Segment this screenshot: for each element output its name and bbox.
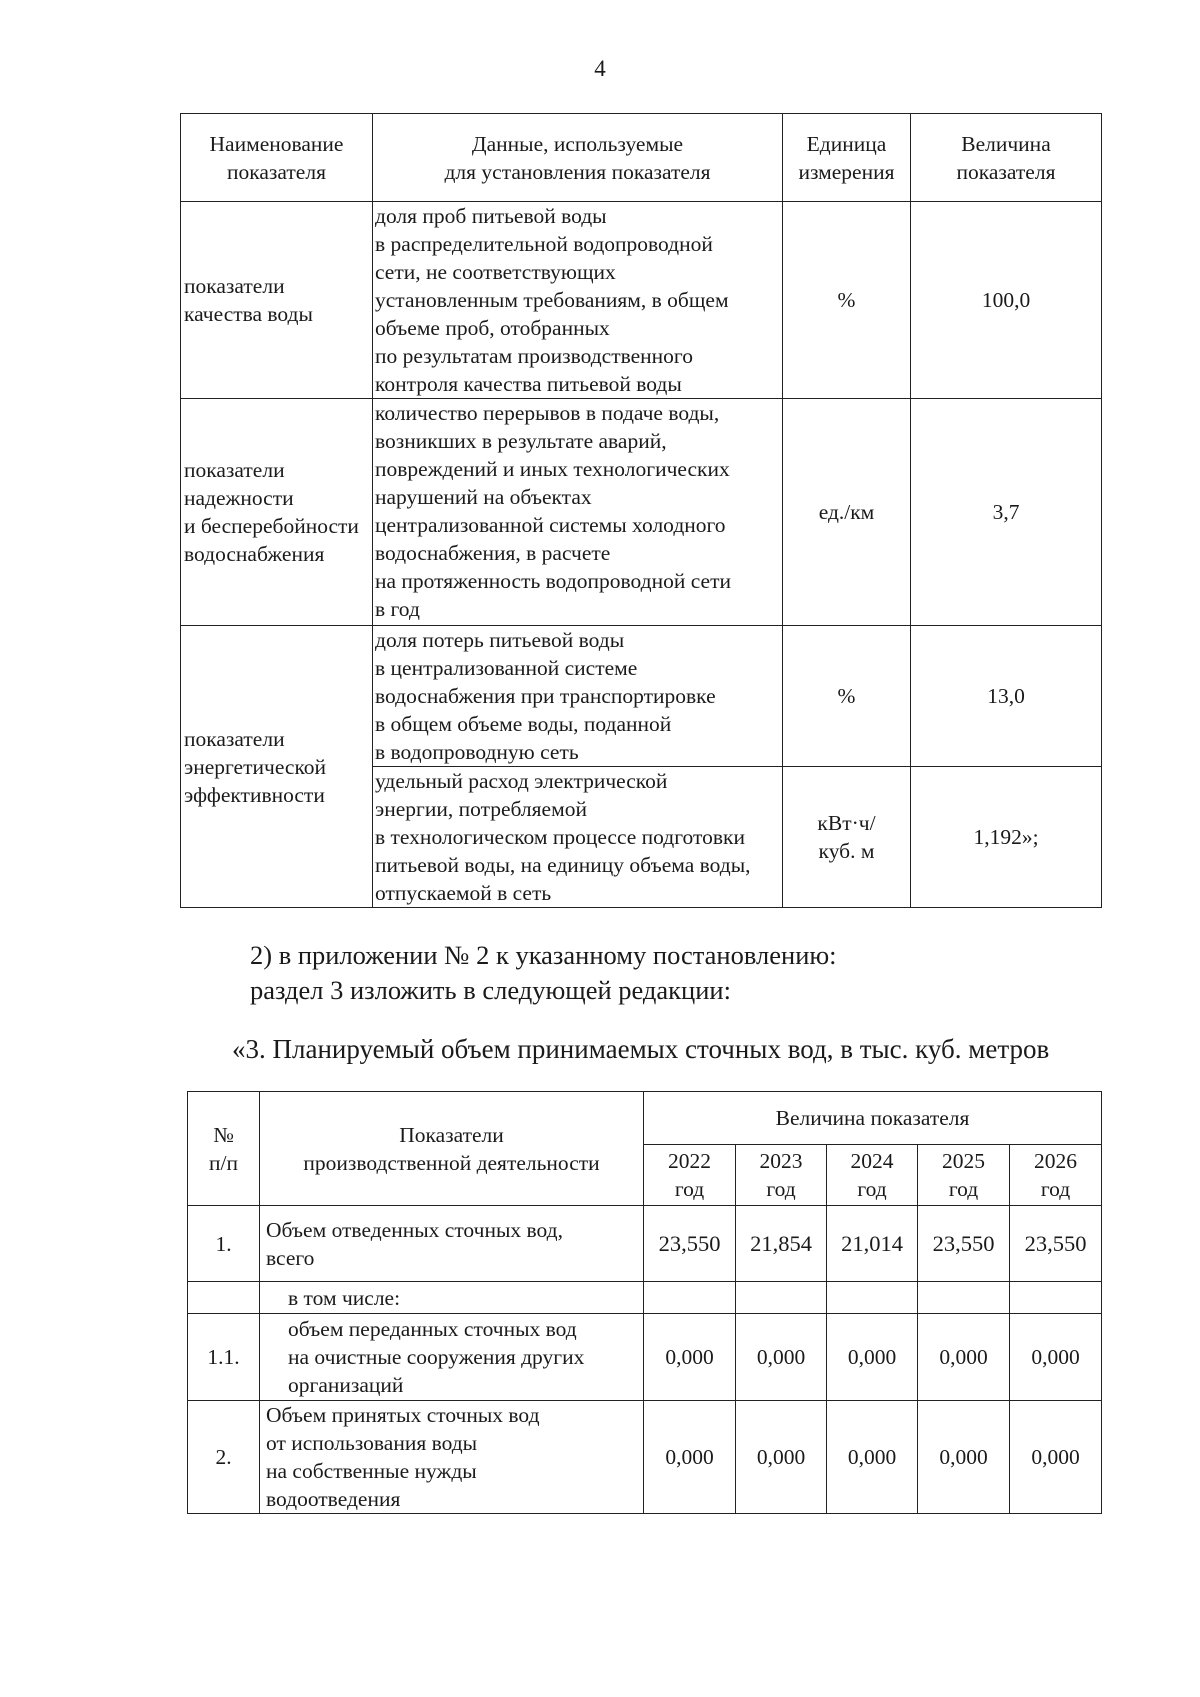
table-row bbox=[181, 399, 1102, 626]
section-title: «3. Планируемый объем принимаемых сточных вод, в тыс. куб. метров bbox=[232, 1034, 1050, 1064]
row-label: Объем принятых сточных вод от использования воды на собственные нужды водоотведения bbox=[260, 1401, 644, 1514]
amendment-paragraph: раздел 3 изложить в следующей редакции: bbox=[250, 975, 731, 1005]
indicator-description-cell: доля потерь питьевой воды в централизованной системе водоснабжения при транспортировке в общем объеме воды, поданной в водопроводную сеть bbox=[373, 626, 783, 767]
unit-cell: % bbox=[783, 202, 911, 399]
row-label: в том числе: bbox=[260, 1282, 644, 1314]
value-cell: 0,000 bbox=[827, 1314, 918, 1401]
value-cell: 0,000 bbox=[736, 1314, 827, 1401]
header-number: № п/п bbox=[188, 1092, 260, 1206]
value-cell: 21,854 bbox=[736, 1206, 827, 1282]
value-cell bbox=[736, 1282, 827, 1314]
indicator-description-cell: удельный расход электрической энергии, потребляемой в технологическом процессе подготовки питьевой воды, на единицу объема воды, отпускаемой в сеть bbox=[373, 767, 783, 908]
value-cell: 3,7 bbox=[911, 399, 1102, 626]
indicator-name-cell: показатели надежности и бесперебойности водоснабжения bbox=[181, 399, 373, 626]
value-cell: 0,000 bbox=[644, 1401, 736, 1514]
row-number: 1.1. bbox=[188, 1314, 260, 1401]
header-year: 2026 год bbox=[1010, 1145, 1102, 1206]
row-label: объем переданных сточных вод на очистные сооружения других организаций bbox=[260, 1314, 644, 1401]
table-row bbox=[188, 1314, 1102, 1401]
value-cell: 23,550 bbox=[918, 1206, 1010, 1282]
page-number: 4 bbox=[594, 56, 606, 81]
value-cell: 23,550 bbox=[644, 1206, 736, 1282]
value-cell: 0,000 bbox=[736, 1401, 827, 1514]
amendment-paragraph: 2) в приложении № 2 к указанному постановлению: bbox=[250, 940, 837, 970]
header-year: 2023 год bbox=[736, 1145, 827, 1206]
indicator-description-cell: количество перерывов в подаче воды, возникших в результате аварий, повреждений и иных технологических нарушений на объектах централизованной системы холодного водоснабжения, в расчете на протяженность водопроводной сети в год bbox=[373, 399, 783, 626]
header-indicator-value: Величина показателя bbox=[644, 1092, 1102, 1145]
value-cell bbox=[918, 1282, 1010, 1314]
table-row bbox=[188, 1282, 1102, 1314]
table-row bbox=[181, 202, 1102, 399]
value-cell bbox=[1010, 1282, 1102, 1314]
header-year: 2022 год bbox=[644, 1145, 736, 1206]
row-label: Объем отведенных сточных вод, всего bbox=[260, 1206, 644, 1282]
value-cell: 0,000 bbox=[644, 1314, 736, 1401]
indicators-table bbox=[180, 113, 1102, 908]
indicator-description-cell: доля проб питьевой воды в распределительной водопроводной сети, не соответствующих установленным требованиям, в общем объеме проб, отобранных по результатам производственного контроля качества питьевой воды bbox=[373, 202, 783, 399]
header-unit: Единица измерения bbox=[783, 114, 911, 202]
indicator-name-cell: показатели качества воды bbox=[181, 202, 373, 399]
row-number: 1. bbox=[188, 1206, 260, 1282]
row-number bbox=[188, 1282, 260, 1314]
header-indicators: Показатели производственной деятельности bbox=[260, 1092, 644, 1206]
value-cell: 0,000 bbox=[1010, 1314, 1102, 1401]
header-source-data: Данные, используемые для установления показателя bbox=[373, 114, 783, 202]
value-cell bbox=[827, 1282, 918, 1314]
value-cell: 1,192»; bbox=[911, 767, 1102, 908]
unit-cell: кВт·ч/ куб. м bbox=[783, 767, 911, 908]
row-number: 2. bbox=[188, 1401, 260, 1514]
value-cell: 0,000 bbox=[918, 1401, 1010, 1514]
table-row bbox=[188, 1206, 1102, 1282]
table-row bbox=[188, 1401, 1102, 1514]
value-cell: 23,550 bbox=[1010, 1206, 1102, 1282]
header-year: 2025 год bbox=[918, 1145, 1010, 1206]
indicator-name-cell: показатели энергетической эффективности bbox=[181, 626, 373, 908]
value-cell: 0,000 bbox=[1010, 1401, 1102, 1514]
table-header-row bbox=[188, 1092, 1102, 1145]
value-cell: 100,0 bbox=[911, 202, 1102, 399]
table-row bbox=[181, 626, 1102, 767]
table-header-row bbox=[181, 114, 1102, 202]
unit-cell: ед./км bbox=[783, 399, 911, 626]
wastewater-volume-table bbox=[187, 1091, 1102, 1514]
header-year: 2024 год bbox=[827, 1145, 918, 1206]
unit-cell: % bbox=[783, 626, 911, 767]
header-value: Величина показателя bbox=[911, 114, 1102, 202]
value-cell: 21,014 bbox=[827, 1206, 918, 1282]
value-cell: 0,000 bbox=[827, 1401, 918, 1514]
value-cell: 13,0 bbox=[911, 626, 1102, 767]
value-cell: 0,000 bbox=[918, 1314, 1010, 1401]
header-indicator-name: Наименование показателя bbox=[181, 114, 373, 202]
value-cell bbox=[644, 1282, 736, 1314]
